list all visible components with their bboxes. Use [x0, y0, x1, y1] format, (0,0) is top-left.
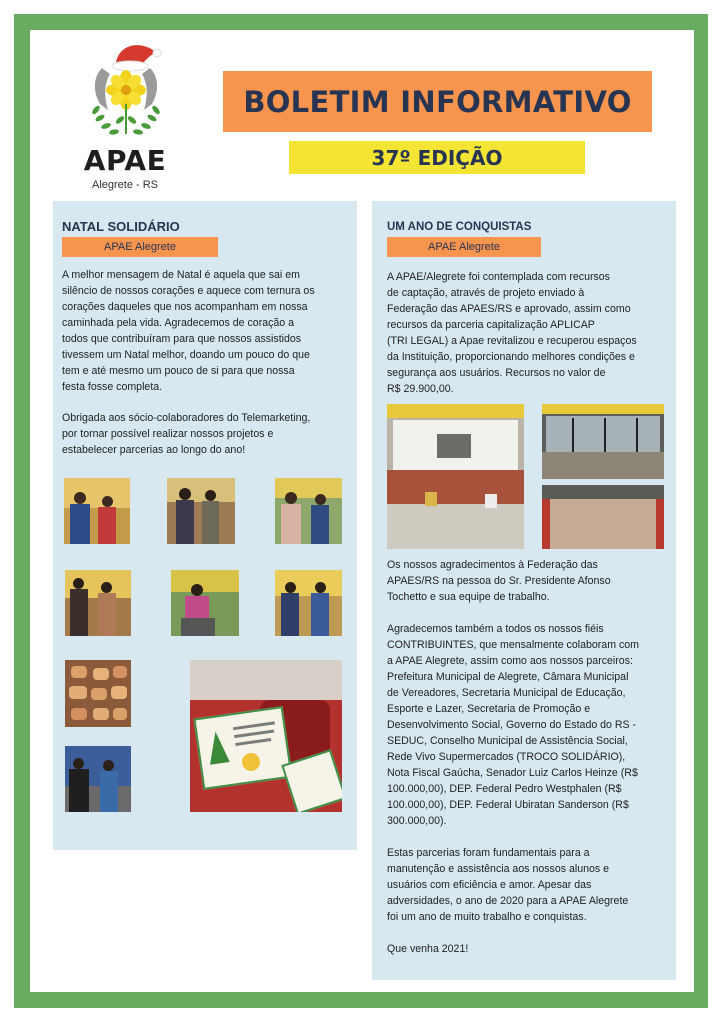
photo-donation-1	[64, 478, 130, 544]
apae-logo	[64, 26, 186, 194]
photo-renovated-building	[387, 404, 524, 549]
photo-donation-6	[275, 570, 342, 636]
newsletter-title: BOLETIM INFORMATIVO	[223, 71, 652, 132]
right-paragraph-1: A APAE/Alegrete foi contemplada com recursos de captação, através de projeto enviado à Federação das APAES/RS e aprovado, assim como recursos da parceria capitalização APLICAP (TRI LEGAL) a Apae revitalizou e recuperou espaços da Instituição, proporcionando melhores condições e segurança aos usuários. Recursos no valor de R$ 29.900,00.	[387, 271, 637, 395]
logo-location: Alegrete - RS	[91, 179, 159, 191]
left-section-title: NATAL SOLIDÁRIO	[62, 219, 180, 234]
apae-logo-emblem	[64, 26, 186, 146]
right-tag: APAE Alegrete	[387, 237, 541, 257]
photo-donation-4	[65, 570, 131, 636]
natal-solidario-panel	[53, 201, 357, 850]
left-paragraph-2: Obrigada aos sócio-colaboradores do Telemarketing, por tornar possível realizar nossos projetos e estabelecer parcerias ao longo do ano!	[62, 412, 311, 456]
right-paragraph-2: Os nossos agradecimentos à Federação das APAES/RS na pessoa do Sr. Presidente Afonso Tochetto e sua equipe de trabalho.	[387, 559, 611, 603]
right-closing: Que venha 2021!	[387, 943, 469, 955]
photo-covered-area	[542, 404, 664, 479]
logo-name: APAE	[83, 144, 167, 177]
photo-donation-2	[167, 478, 235, 544]
photo-gift-bags	[190, 660, 342, 812]
right-section-title: UM ANO DE CONQUISTAS	[387, 221, 532, 233]
greeting-card	[193, 706, 292, 790]
photo-donation-5	[171, 570, 239, 636]
photo-donation-7	[65, 746, 131, 812]
um-ano-de-conquistas-panel	[372, 201, 676, 980]
photo-new-floor	[542, 485, 664, 549]
photo-christmas-cookies	[65, 660, 131, 727]
right-paragraph-4: Estas parcerias foram fundamentais para a manutenção e assistência aos nossos alunos e usuários com eficiência e amor. Apesar das adversidades, o ano de 2020 para a APAE Alegrete foi um ano de muito trabalho e conquistas.	[387, 847, 629, 923]
left-paragraph-1: A melhor mensagem de Natal é aquela que sai em silêncio de nossos corações e aquece com ternura os corações daqueles que nos acompanham em nossa caminhada pela vida. Agradecemos de coração a todos que contribuíram para que nossos assistidos tivessem um Natal melhor, doando um pouco do que tem e até mesmo um pouco de si para que nossa festa fosse completa.	[62, 269, 315, 393]
right-paragraph-3: Agradecemos também a todos os nossos fiéis CONTRIBUINTES, que mensalmente colaboram com a APAE Alegrete, assim como aos nossos parceiros: Prefeitura Municipal de Alegrete, Câmara Municipal de Vereadores, Secretaria Municipal de Educação, Esporte e Lazer, Secretaria de Promoção e Desenvolvimento Social, Governo do Estado do RS - SEDUC, Conselho Municipal de Assistência Social, Rede Vivo Supermercados (TROCO SOLIDÁRIO), Nota Fiscal Gaúcha, Senador Luiz Carlos Heinze (R$ 100.000,00), DEP. Federal Pedro Westphalen (R$ 100.000,00), DEP. Federal Ubiratan Sanderson (R$ 300.000,00).	[387, 623, 639, 827]
left-tag: APAE Alegrete	[62, 237, 218, 257]
edition-label: 37º EDIÇÃO	[289, 141, 585, 174]
photo-donation-3	[275, 478, 342, 544]
